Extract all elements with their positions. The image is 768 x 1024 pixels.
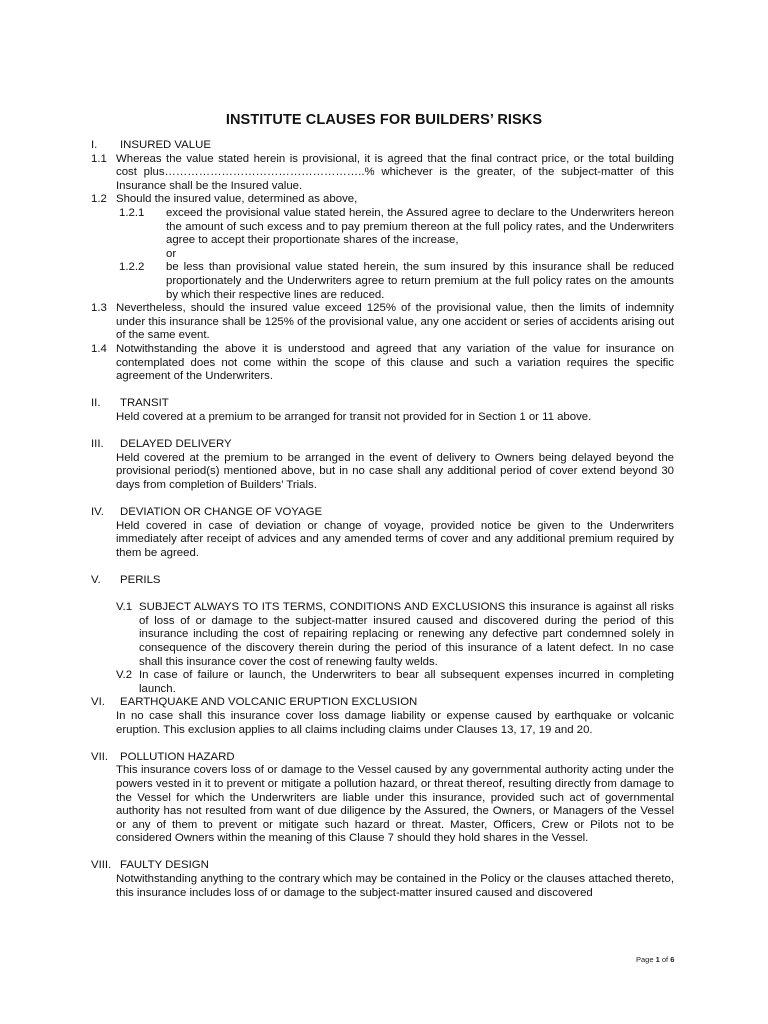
clause-text: SUBJECT ALWAYS TO ITS TERMS, CONDITIONS AND EXCLUSIONS this insurance is against all risks of loss of or damage to the subject-matter insured caused and discovered during the period of this insurance including the cost of repairing replacing or renewing any defective part condemned solely in consequence of the discovery therein during the period of this insurance of a latent defect. In no case shall this insurance cover the cost of renewing faulty welds.: [139, 601, 674, 668]
clause-1-4: [91, 343, 674, 384]
section-6-heading: [91, 696, 674, 710]
clause-v-1: [91, 601, 674, 669]
of-word: of: [661, 955, 669, 964]
page-word: Page: [636, 955, 654, 964]
clause-number: 1.2.1: [119, 206, 145, 219]
clause-text: exceed the provisional value stated herein, the Assured agree to declare to the Underwriters hereon the amount of such excess and to pay premium thereon at the full policy rates, and the Underwriters agree to accept their proportionate shares of the increase,: [166, 206, 674, 247]
section-4-body: Held covered in case of deviation or change of voyage, provided notice be given to the Underwriters immediately after receipt of advices and any amended terms of cover and any additional premium required by them be agreed.: [116, 519, 674, 559]
clause-v-2: [91, 669, 674, 696]
clause-number: 1.1: [91, 152, 107, 165]
section-4-heading: [91, 506, 674, 520]
page-total: 6: [670, 955, 675, 964]
section-2-body: Held covered at a premium to be arranged for transit not provided for in Section 1 or 11 above.: [116, 410, 592, 423]
clause-number: 1.4: [91, 342, 107, 355]
section-number: I.: [91, 139, 98, 151]
clause-text: Nevertheless, should the insured value exceed 125% of the provisional value, then the limits of indemnity under this insurance shall be 125% of the provisional value, any one accident or series of accidents arising out of the same event.: [116, 302, 674, 342]
clause-text: In case of failure or launch, the Underwriters to bear all subsequent expenses incurred in completing launch.: [139, 669, 674, 695]
section-number: V.: [91, 574, 101, 586]
section-number: III.: [91, 438, 104, 451]
clause-number: 1.3: [91, 302, 107, 315]
section-3-body: Held covered at the premium to be arranged in the event of delivery to Owners being delayed beyond the provisional period(s) mentioned above, but in no case shall any additional period of cover extend beyond 30 days from completion of Builders’ Trials.: [116, 451, 674, 491]
section-heading: FAULTY DESIGN: [120, 859, 209, 872]
section-2-heading: [91, 397, 674, 411]
clause-text: Should the insured value, determined as above,: [116, 193, 358, 206]
section-8-heading: [91, 859, 674, 873]
section-heading: DEVIATION OR CHANGE OF VOYAGE: [120, 506, 323, 519]
section-heading: TRANSIT: [120, 397, 169, 410]
clause-number: V.2: [116, 669, 133, 682]
section-7-heading: [91, 751, 674, 765]
document-title: INSTITUTE CLAUSES FOR BUILDERS’ RISKS: [225, 112, 543, 128]
section-heading: PERILS: [120, 574, 161, 586]
section-heading: DELAYED DELIVERY: [120, 438, 232, 451]
section-5-heading: [91, 574, 674, 588]
section-number: II.: [91, 397, 101, 410]
clause-1-2: [91, 193, 674, 207]
clause-text: be less than provisional value stated herein, the sum insured by this insurance shall be reduced proportionately and the Underwriters agree to return premium at the full policy rates on the amounts by which their respective lines are reduced.: [166, 261, 674, 301]
clause-text: Notwithstanding the above it is understood and agreed that any variation of the value for insurance on contemplated does not come within the scope of this clause and such a variation requires the specific agreement of the Underwriters.: [116, 342, 674, 383]
page-current: 1: [655, 955, 660, 964]
clause-1-1: [91, 153, 674, 194]
section-number: VI.: [91, 696, 105, 709]
clause-number: 1.2.2: [119, 261, 145, 274]
clause-number: 1.2: [91, 193, 107, 206]
section-8-body: Notwithstanding anything to the contrary which may be contained in the Policy or the clauses attached thereto, this insurance includes loss of or damage to the subject-matter insured caused and discovered: [116, 873, 674, 899]
section-number: VIII.: [91, 859, 112, 872]
section-number: IV.: [91, 506, 104, 519]
page-footer: [636, 955, 674, 964]
clause-1-2-1: [91, 207, 674, 248]
section-7-body: This insurance covers loss of or damage to the Vessel caused by any governmental authority acting under the powers vested in it to prevent or mitigate a pollution hazard, or threat thereof, resulting directly from damage to the Vessel for which the Underwriters are liable under this insurance, provided such act of governmental authority has not resulted from want of due diligence by the Assured, the Owners, or Managers of the Vessel or any of them to prevent or mitigate such hazard or threat. Master, Officers, Crew or Pilots not to be considered Owners within the meaning of this Clause 7 should they hold shares in the Vessel.: [116, 764, 674, 845]
document-body: [91, 139, 674, 900]
clause-number: V.1: [116, 601, 133, 614]
clause-text: Whereas the value stated herein is provisional, it is agreed that the final contract price, or the total building cost plus……………………………………………..% whichever is the greater, of the subject-matter of this Insurance shall be the Insured value.: [116, 152, 674, 192]
clause-or: or: [166, 247, 177, 260]
section-heading: INSURED VALUE: [120, 139, 211, 151]
section-number: VII.: [91, 750, 109, 763]
section-heading: EARTHQUAKE AND VOLCANIC ERUPTION EXCLUSION: [120, 696, 418, 709]
clause-1-3: [91, 302, 674, 343]
section-3-heading: [91, 438, 674, 452]
clause-1-2-2: [91, 261, 674, 302]
section-1-heading: [91, 139, 674, 153]
section-6-body: In no case shall this insurance cover loss damage liability or expense caused by earthquake or volcanic eruption. This exclusion applies to all claims including claims under Clauses 13, 17, 19 and 20.: [116, 709, 674, 736]
section-heading: POLLUTION HAZARD: [120, 750, 235, 763]
